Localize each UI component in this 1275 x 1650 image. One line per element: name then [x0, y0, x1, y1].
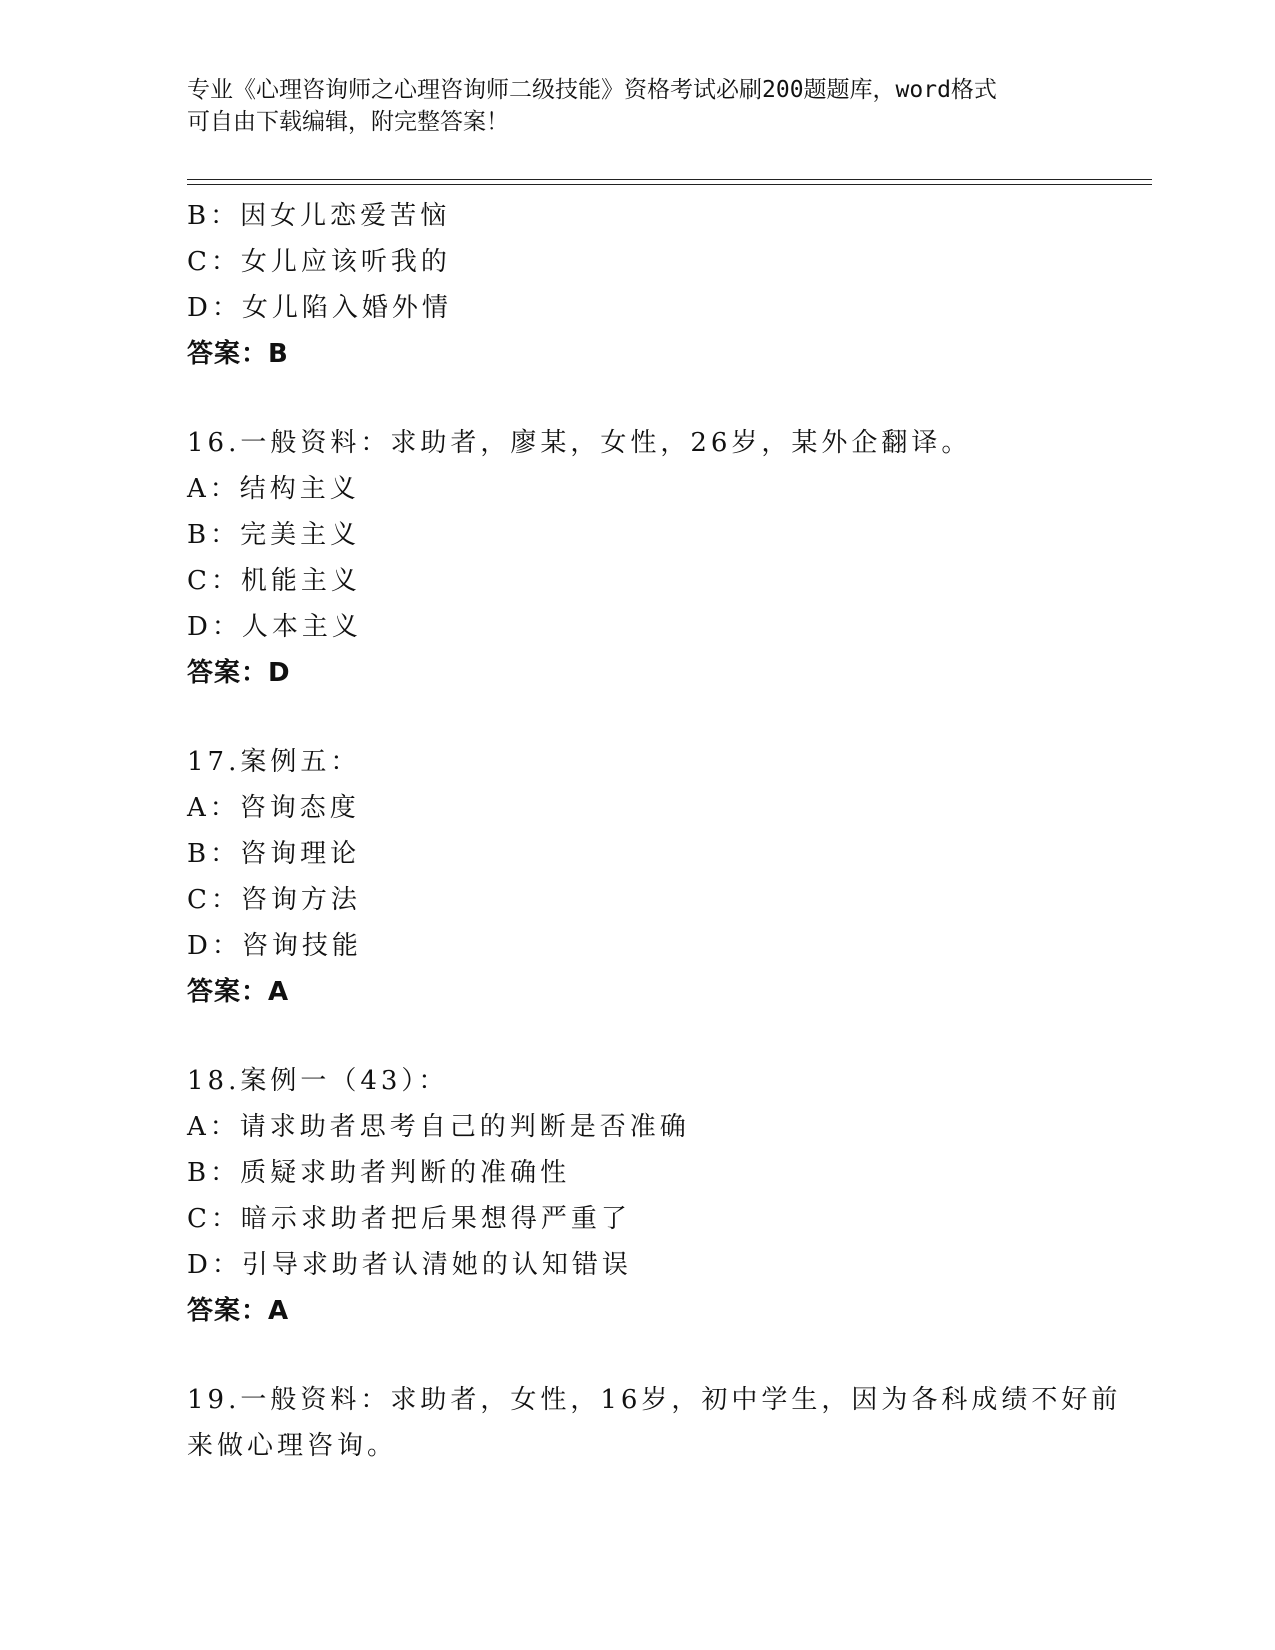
- option-d: D：引导求助者认清她的认知错误: [187, 1250, 632, 1280]
- question-18: [187, 1058, 1152, 1334]
- option-a: A：咨询态度: [187, 793, 360, 823]
- document-header: [187, 74, 1087, 138]
- question-text: 18.案例一（43）：: [187, 1066, 449, 1096]
- question-16: [187, 420, 1152, 696]
- option-c: C：机能主义: [187, 566, 361, 596]
- option-c: C：暗示求助者把后果想得严重了: [187, 1204, 631, 1234]
- option-a: A：结构主义: [187, 474, 360, 504]
- question-19: [187, 1377, 1152, 1469]
- option-b: B：质疑求助者判断的准确性: [187, 1158, 571, 1188]
- option-b: B：因女儿恋爱苦恼: [187, 201, 451, 231]
- answer: 答案：D: [187, 658, 291, 688]
- option-d: D：女儿陷入婚外情: [187, 293, 452, 323]
- question-15: [187, 193, 1152, 377]
- question-text-line-1: 19.一般资料：求助者，女性，16岁，初中学生，因为各科成绩不好前: [187, 1385, 1122, 1415]
- header-divider: [187, 179, 1152, 185]
- question-list: [187, 193, 1152, 1469]
- header-line-2: 可自由下载编辑，附完整答案！: [187, 109, 509, 135]
- option-c: C：女儿应该听我的: [187, 247, 451, 277]
- question-text-line-2: 来做心理咨询。: [187, 1431, 398, 1461]
- spacer: [187, 696, 1152, 739]
- spacer: [187, 1015, 1152, 1058]
- option-d: D：咨询技能: [187, 931, 362, 961]
- header-line-1: 专业《心理咨询师之心理咨询师二级技能》资格考试必刷200题题库，word格式: [187, 77, 997, 103]
- option-c: C：咨询方法: [187, 885, 361, 915]
- option-b: B：咨询理论: [187, 839, 361, 869]
- answer: 答案：A: [187, 1296, 290, 1326]
- spacer: [187, 377, 1152, 420]
- option-d: D：人本主义: [187, 612, 362, 642]
- question-17: [187, 739, 1152, 1015]
- question-text: 17.案例五：: [187, 747, 361, 777]
- question-text: 16.一般资料：求助者，廖某，女性，26岁，某外企翻译。: [187, 428, 972, 458]
- answer: 答案：B: [187, 339, 289, 369]
- option-a: A：请求助者思考自己的判断是否准确: [187, 1112, 690, 1142]
- spacer: [187, 1334, 1152, 1377]
- option-b: B：完美主义: [187, 520, 361, 550]
- answer: 答案：A: [187, 977, 290, 1007]
